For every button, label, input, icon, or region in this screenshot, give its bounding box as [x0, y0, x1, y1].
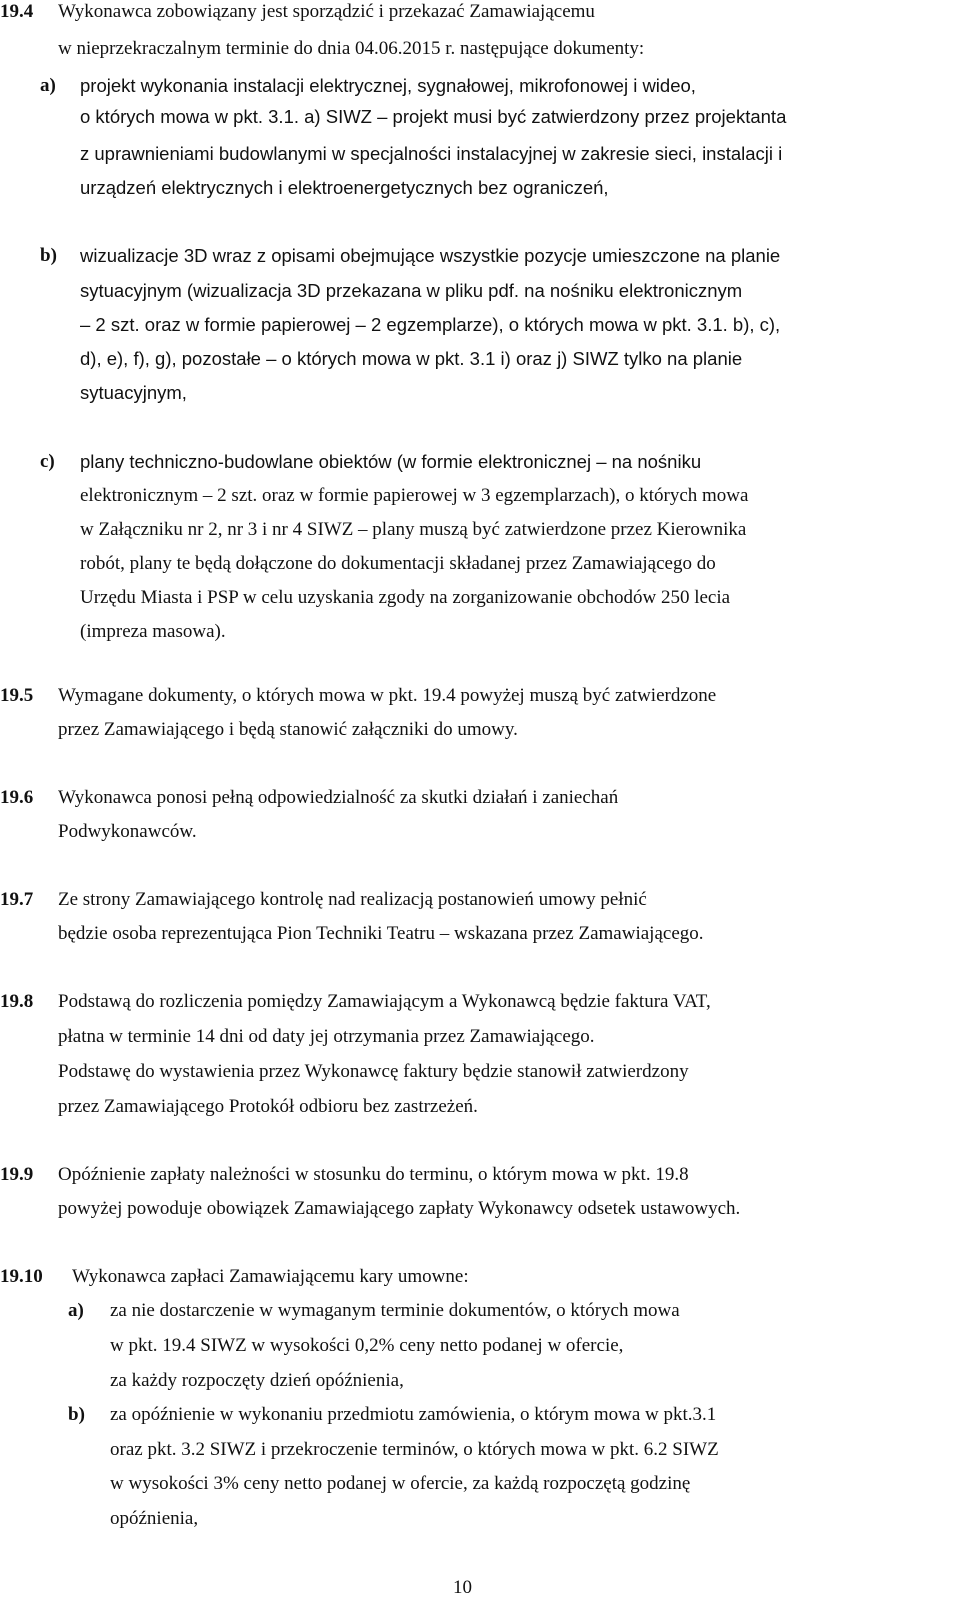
- item-b-line: d), e), f), g), pozostałe – o których mowa w pkt. 3.1 i) oraz j) SIWZ tylko na planie: [80, 348, 743, 369]
- item-b-label: b): [40, 245, 57, 266]
- page-number: 10: [453, 1577, 472, 1598]
- section-19-5-number: 19.5: [0, 685, 34, 706]
- section-19-9-line: Opóźnienie zapłaty należności w stosunku do terminu, o którym mowa w pkt. 19.8: [58, 1164, 689, 1185]
- item-b-line: za opóźnienie w wykonaniu przedmiotu zamówienia, o którym mowa w pkt.3.1: [110, 1404, 717, 1425]
- item-b-label: b): [68, 1404, 85, 1425]
- item-c-label: c): [40, 451, 55, 472]
- item-b-line: w wysokości 3% ceny netto podanej w ofercie, za każdą rozpoczętą godzinę: [110, 1473, 691, 1494]
- item-a-label: a): [40, 75, 56, 96]
- item-b-line: wizualizacje 3D wraz z opisami obejmujące wszystkie pozycje umieszczone na planie: [80, 245, 781, 266]
- item-b-line: oraz pkt. 3.2 SIWZ i przekroczenie terminów, o których mowa w pkt. 6.2 SIWZ: [110, 1439, 719, 1460]
- section-19-8-line: Podstawą do rozliczenia pomiędzy Zamawiającym a Wykonawcą będzie faktura VAT,: [58, 991, 711, 1012]
- section-19-10-line: Wykonawca zapłaci Zamawiającemu kary umowne:: [72, 1266, 469, 1287]
- item-c-line: plany techniczno-budowlane obiektów (w formie elektronicznej – na nośniku: [80, 451, 702, 472]
- item-c-line: w Załączniku nr 2, nr 3 i nr 4 SIWZ – plany muszą być zatwierdzone przez Kierownika: [80, 519, 747, 540]
- section-19-8-line: Podstawę do wystawienia przez Wykonawcę faktury będzie stanowił zatwierdzony: [58, 1061, 689, 1082]
- item-a-line: o których mowa w pkt. 3.1. a) SIWZ – projekt musi być zatwierdzony przez projektanta: [80, 106, 787, 127]
- item-a-label: a): [68, 1300, 84, 1321]
- section-19-6-line: Podwykonawców.: [58, 821, 197, 842]
- item-a-line: projekt wykonania instalacji elektrycznej, sygnałowej, mikrofonowej i wideo,: [80, 75, 696, 96]
- section-19-10-number: 19.10: [0, 1266, 43, 1287]
- section-19-4-line: w nieprzekraczalnym terminie do dnia 04.06.2015 r. następujące dokumenty:: [58, 38, 645, 59]
- item-c-line: Urzędu Miasta i PSP w celu uzyskania zgody na zorganizowanie obchodów 250 lecia: [80, 587, 731, 608]
- section-19-4-number: 19.4: [0, 1, 34, 22]
- item-b-line: sytuacyjnym (wizualizacja 3D przekazana w pliku pdf. na nośniku elektronicznym: [80, 280, 743, 301]
- section-19-8-number: 19.8: [0, 991, 34, 1012]
- item-a-line: za każdy rozpoczęty dzień opóźnienia,: [110, 1370, 404, 1391]
- section-19-7-number: 19.7: [0, 889, 34, 910]
- section-19-7-line: Ze strony Zamawiającego kontrolę nad realizacją postanowień umowy pełnić: [58, 889, 647, 910]
- section-19-4-line: Wykonawca zobowiązany jest sporządzić i przekazać Zamawiającemu: [58, 1, 595, 22]
- item-c-line: robót, plany te będą dołączone do dokumentacji składanej przez Zamawiającego do: [80, 553, 716, 574]
- section-19-6-number: 19.6: [0, 787, 34, 808]
- item-a-line: urządzeń elektrycznych i elektroenergetycznych bez ograniczeń,: [80, 177, 609, 198]
- item-b-line: – 2 szt. oraz w formie papierowej – 2 egzemplarze), o których mowa w pkt. 3.1. b), c),: [80, 314, 781, 335]
- item-a-line: w pkt. 19.4 SIWZ w wysokości 0,2% ceny netto podanej w ofercie,: [110, 1335, 624, 1356]
- item-c-line: (impreza masowa).: [80, 621, 226, 642]
- item-a-line: z uprawnieniami budowlanymi w specjalności instalacyjnej w zakresie sieci, instalacji i: [80, 143, 783, 164]
- section-19-8-line: przez Zamawiającego Protokół odbioru bez zastrzeżeń.: [58, 1096, 478, 1117]
- item-c-line: elektronicznym – 2 szt. oraz w formie papierowej w 3 egzemplarzach), o których mowa: [80, 485, 749, 506]
- section-19-5-line: Wymagane dokumenty, o których mowa w pkt. 19.4 powyżej muszą być zatwierdzone: [58, 685, 717, 706]
- item-b-line: sytuacyjnym,: [80, 382, 187, 403]
- section-19-6-line: Wykonawca ponosi pełną odpowiedzialność za skutki działań i zaniechań: [58, 787, 619, 808]
- section-19-7-line: będzie osoba reprezentująca Pion Techniki Teatru – wskazana przez Zamawiającego.: [58, 923, 704, 944]
- section-19-8-line: płatna w terminie 14 dni od daty jej otrzymania przez Zamawiającego.: [58, 1026, 595, 1047]
- section-19-9-line: powyżej powoduje obowiązek Zamawiającego zapłaty Wykonawcy odsetek ustawowych.: [58, 1198, 741, 1219]
- section-19-9-number: 19.9: [0, 1164, 34, 1185]
- section-19-5-line: przez Zamawiającego i będą stanowić załączniki do umowy.: [58, 719, 518, 740]
- item-b-line: opóźnienia,: [110, 1508, 199, 1529]
- item-a-line: za nie dostarczenie w wymaganym terminie dokumentów, o których mowa: [110, 1300, 680, 1321]
